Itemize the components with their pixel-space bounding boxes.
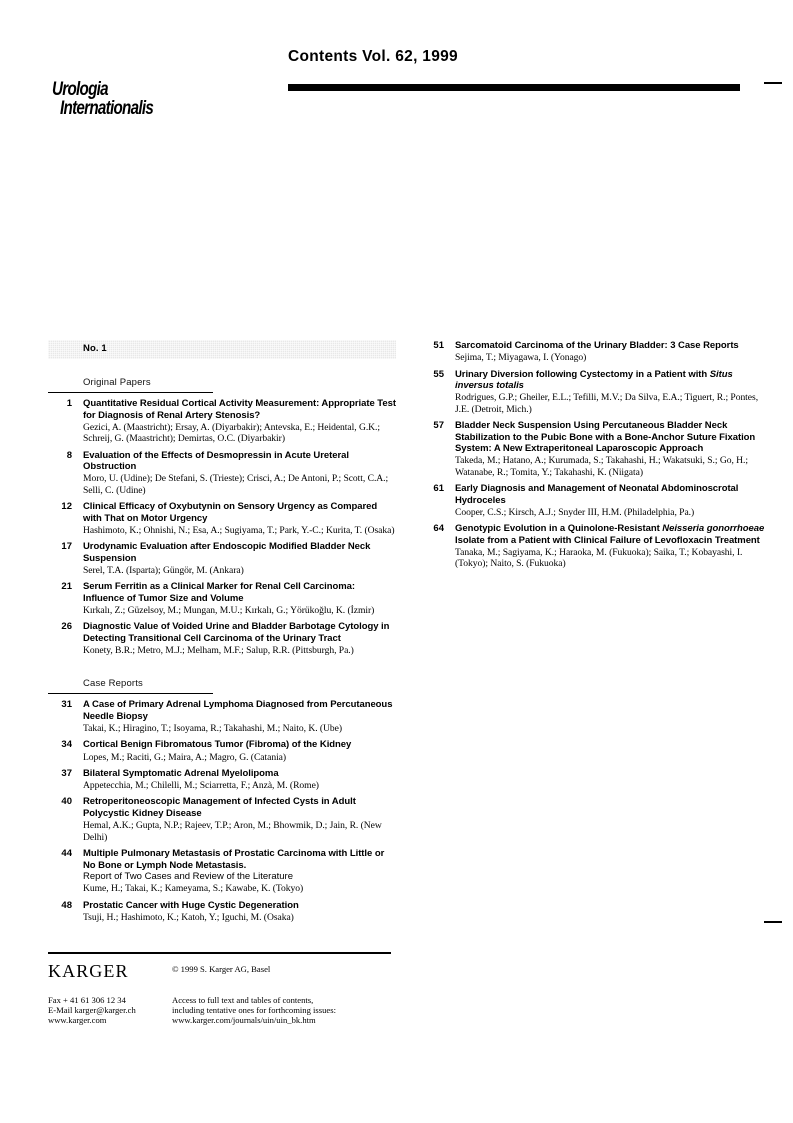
- toc-entry-page-number: 51: [433, 340, 444, 351]
- toc-entry-authors: Moro, U. (Udine); De Stefani, S. (Trieste); Crisci, A.; De Antoni, P.; Scott, C.A.; Selli, C. (Udine): [83, 473, 389, 496]
- section-case-reports: [48, 678, 396, 923]
- journal-logo: [52, 80, 172, 126]
- entry-list-original-papers: [48, 398, 396, 656]
- toc-entry-authors: Lopes, M.; Raciti, G.; Maira, A.; Magro, G. (Catania): [83, 751, 287, 763]
- toc-entry-authors: Tsuji, H.; Hashimoto, K.; Katoh, Y.; Iguchi, M. (Osaka): [83, 911, 294, 923]
- toc-entry-authors: Takeda, M.; Hatano, A.; Kurumada, S.; Takahashi, H.; Wakatsuki, S.; Go, H.; Watanabe, R.; Tomita, Y.; Takahashi, K. (Niigata): [455, 455, 749, 478]
- crop-mark-top-right: [764, 82, 782, 84]
- karger-logo: KARGER: [48, 960, 129, 981]
- toc-entry[interactable]: [48, 900, 396, 924]
- issue-number-bar: [48, 340, 396, 359]
- entry-list-continued: [420, 340, 768, 570]
- toc-entry[interactable]: [48, 699, 396, 734]
- toc-entry-authors: Rodrigues, G.P.; Gheiler, E.L.; Tefilli, M.V.; Da Silva, E.A.; Tiguert, R.; Pontes, J.E. (Detroit, Mich.): [455, 392, 759, 415]
- section-rule: [48, 392, 213, 393]
- toc-entry-authors: Kume, H.; Takai, K.; Kameyama, S.; Kawabe, K. (Tokyo): [83, 883, 304, 895]
- toc-entry-authors: Cooper, C.S.; Kirsch, A.J.; Snyder III, H.M. (Philadelphia, Pa.): [455, 506, 695, 518]
- contents-column-left: [48, 340, 396, 928]
- toc-entry-page-number: 55: [433, 368, 444, 380]
- toc-entry-title[interactable]: Early Diagnosis and Management of Neonatal Abdominoscrotal Hydroceles: [455, 483, 739, 506]
- toc-entry-page-number: 26: [61, 621, 72, 633]
- toc-entry-authors: Sejima, T.; Miyagawa, I. (Yonago): [455, 352, 587, 364]
- toc-entry-authors: Hashimoto, K.; Ohnishi, N.; Esa, A.; Sugiyama, T.; Park, Y.-C.; Kurita, T. (Osaka): [83, 524, 395, 536]
- toc-entry-authors: Konety, B.R.; Metro, M.J.; Melham, M.F.; Salup, R.R. (Pittsburgh, Pa.): [83, 644, 354, 656]
- toc-entry-title[interactable]: Serum Ferritin as a Clinical Marker for Renal Cell Carcinoma: Influence of Tumor Size and Volume: [83, 581, 356, 604]
- toc-entry-title[interactable]: Urodynamic Evaluation after Endoscopic Modified Bladder Neck Suspension: [83, 541, 371, 564]
- toc-entry-title[interactable]: Clinical Efficacy of Oxybutynin on Sensory Urgency as Compared with That on Motor Urgency: [83, 501, 378, 524]
- access-line-1: Access to full text and tables of contents,: [172, 994, 314, 1005]
- toc-entry-page-number: 34: [61, 739, 72, 751]
- toc-entry[interactable]: [48, 398, 396, 445]
- toc-entry-authors: Takai, K.; Hiragino, T.; Isoyama, R.; Takahashi, M.; Naito, K. (Ube): [83, 723, 343, 735]
- section-heading-case-reports: Case Reports: [83, 678, 143, 690]
- toc-entry-title[interactable]: Diagnostic Value of Voided Urine and Bladder Barbotage Cytology in Detecting Transitional Cell Carcinoma of the Urinary Tract: [83, 621, 390, 644]
- issue-number-label: No. 1: [83, 343, 107, 354]
- online-access-note: [172, 995, 336, 1026]
- toc-entry-subtitle: Report of Two Cases and Review of the Literature: [83, 871, 293, 883]
- toc-entry-authors: Serel, T.A. (Isparta); Güngör, M. (Ankara): [83, 564, 244, 576]
- toc-entry-page-number: 48: [61, 899, 72, 911]
- toc-entry[interactable]: [48, 621, 396, 656]
- section-original-papers: [48, 377, 396, 656]
- toc-entry-authors: Hemal, A.K.; Gupta, N.P.; Rajeev, T.P.; Aron, M.; Bhowmik, D.; Jain, R. (New Delhi): [83, 820, 382, 843]
- entry-list-case-reports: [48, 699, 396, 923]
- toc-entry-title[interactable]: Multiple Pulmonary Metastasis of Prostatic Carcinoma with Little or No Bone or Lymph Node Metastasis.: [83, 847, 385, 871]
- toc-entry-page-number: 31: [61, 699, 72, 711]
- copyright-notice: © 1999 S. Karger AG, Basel: [172, 963, 271, 974]
- publisher-contact: [48, 995, 136, 1026]
- toc-entry-page-number: 37: [61, 767, 72, 779]
- page-footer: [48, 952, 391, 1026]
- toc-entry-page-number: 8: [66, 449, 72, 461]
- toc-entry-page-number: 40: [61, 796, 72, 808]
- toc-entry-title[interactable]: Prostatic Cancer with Huge Cystic Degeneration: [83, 899, 299, 911]
- toc-entry[interactable]: [48, 541, 396, 576]
- access-line-2: including tentative ones for forthcoming issues:: [172, 1004, 336, 1015]
- toc-entry-title[interactable]: Sarcomatoid Carcinoma of the Urinary Bladder: 3 Case Reports: [455, 340, 739, 351]
- toc-entry[interactable]: [48, 581, 396, 616]
- toc-entry[interactable]: [48, 848, 396, 895]
- toc-entry-page-number: 1: [66, 398, 72, 409]
- toc-entry-title[interactable]: Urinary Diversion following Cystectomy in a Patient with Situs inversus totalis: [455, 368, 733, 392]
- toc-entry[interactable]: [420, 369, 768, 416]
- toc-entry-page-number: 61: [433, 483, 444, 495]
- page-title: Contents Vol. 62, 1999: [288, 48, 458, 65]
- toc-entry-page-number: 64: [433, 523, 444, 535]
- toc-entry-title[interactable]: Genotypic Evolution in a Quinolone-Resistant Neisseria gonorrhoeae Isolate from a Patient with Clinical Failure of Levofloxacin Treatment: [455, 523, 765, 546]
- toc-entry-page-number: 21: [61, 581, 72, 593]
- toc-entry[interactable]: [420, 483, 768, 518]
- toc-entry-page-number: 12: [61, 501, 72, 512]
- toc-entry[interactable]: [48, 501, 396, 536]
- email-address: E-Mail karger@karger.ch: [48, 1004, 136, 1015]
- journal-logo-line1: Urologia: [52, 79, 108, 100]
- toc-entry-title[interactable]: Bilateral Symptomatic Adrenal Myelolipoma: [83, 767, 279, 779]
- crop-mark-bottom-right: [764, 921, 782, 923]
- toc-entry[interactable]: [48, 768, 396, 792]
- toc-entry[interactable]: [48, 450, 396, 497]
- toc-entry-page-number: 57: [433, 420, 444, 431]
- section-heading-original-papers: Original Papers: [83, 377, 151, 388]
- toc-entry-title[interactable]: Cortical Benign Fibromatous Tumor (Fibroma) of the Kidney: [83, 739, 352, 751]
- toc-entry-title[interactable]: Quantitative Residual Cortical Activity Measurement: Appropriate Test for Diagnosis of Renal Artery Stenosis?: [83, 398, 396, 421]
- toc-entry[interactable]: [420, 523, 768, 570]
- toc-entry-title[interactable]: A Case of Primary Adrenal Lymphoma Diagnosed from Percutaneous Needle Biopsy: [83, 699, 393, 722]
- fax-number: Fax + 41 61 306 12 34: [48, 994, 126, 1005]
- header-rule: [288, 84, 740, 91]
- access-url: www.karger.com/journals/uin/uin_bk.htm: [172, 1015, 316, 1026]
- toc-entry[interactable]: [48, 739, 396, 763]
- website-url: www.karger.com: [48, 1015, 107, 1026]
- contents-column-right: [420, 340, 768, 575]
- toc-entry[interactable]: [420, 420, 768, 478]
- toc-entry-authors: Kırkalı, Z.; Güzelsoy, M.; Mungan, M.U.; Kırkalı, G.; Yörükoğlu, K. (İzmir): [83, 604, 375, 616]
- footer-rule: [48, 952, 391, 954]
- toc-entry-page-number: 44: [61, 847, 72, 859]
- section-rule: [48, 693, 213, 694]
- journal-logo-line2: Internationalis: [60, 98, 154, 119]
- toc-entry-authors: Appetecchia, M.; Chilelli, M.; Sciarretta, F.; Anzà, M. (Rome): [83, 780, 319, 792]
- toc-entry-title[interactable]: Evaluation of the Effects of Desmopressin in Acute Ureteral Obstruction: [83, 449, 349, 473]
- toc-entry-title[interactable]: Bladder Neck Suspension Using Percutaneous Bladder Neck Stabilization to the Pubic Bone with a Bone-Anchor Suture Fixation System: A New Extraperitoneal Laparoscopic Approach: [455, 420, 756, 455]
- toc-entry-title[interactable]: Retroperitoneoscopic Management of Infected Cysts in Adult Polycystic Kidney Disease: [83, 796, 356, 820]
- toc-entry[interactable]: [48, 796, 396, 843]
- toc-entry-page-number: 17: [61, 541, 72, 553]
- toc-entry[interactable]: [420, 340, 768, 364]
- toc-entry-authors: Tanaka, M.; Sagiyama, K.; Haraoka, M. (Fukuoka); Saika, T.; Kobayashi, I. (Tokyo); Naito, S. (Fukuoka): [455, 546, 743, 570]
- toc-entry-authors: Gezici, A. (Maastricht); Ersay, A. (Diyarbakir); Antevska, E.; Heidental, G.K.; Schreij, G. (Maastricht); Demirtas, O.C. (Diyarbakir): [83, 421, 381, 445]
